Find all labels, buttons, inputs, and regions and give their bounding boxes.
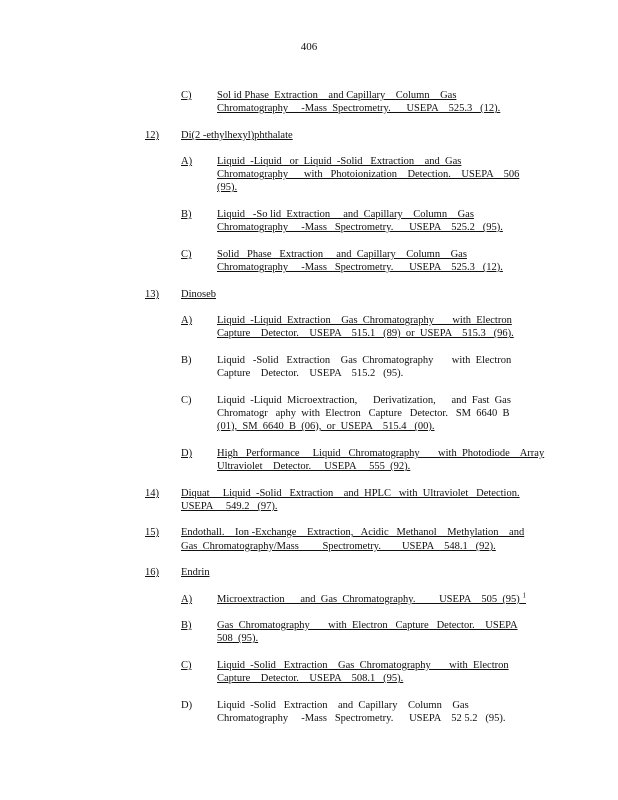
item-text-line: (01), SM 6640 B (06), or USEPA 515.4 (00). — [217, 421, 435, 432]
section-text-line: Gas Chromatography/Mass Spectrometry. USEPA 548.1 (92). — [181, 541, 496, 552]
item-label: C) — [181, 395, 192, 406]
section-number: 13) — [145, 289, 159, 300]
item-text-line — [217, 593, 526, 607]
item-label: C) — [181, 249, 192, 260]
item-text-line: Capture Detector. USEPA 515.1 (89) or USEPA 515.3 (96). — [217, 328, 514, 339]
item-label: C) — [181, 90, 192, 101]
item-label: D) — [181, 448, 193, 459]
item-text-line: Liquid -Liquid Extraction Gas Chromatography with Electron — [217, 315, 512, 326]
item-label: A) — [181, 594, 193, 605]
section-title: Dinoseb — [181, 289, 216, 300]
item-text-line: Liquid -Solid Extraction and Capillary Column Gas — [217, 700, 469, 711]
section-title: Endrin — [181, 567, 210, 578]
item-text-line: Chromatography -Mass Spectrometry. USEPA 52 5.2 (95). — [217, 713, 506, 724]
item-text-line: Liquid -Solid Extraction Gas Chromatography with Electron — [217, 660, 509, 671]
item-text-line: Ultraviolet Detector. USEPA 555 (92). — [217, 461, 411, 472]
item-text-line: High Performance Liquid Chromatography with Photodiode Array — [217, 448, 545, 459]
item-text-line: Solid Phase Extraction and Capillary Column Gas — [217, 249, 467, 260]
section-text-line: Endothall. Ion -Exchange Extraction, Acidic Methanol Methylation and — [181, 527, 525, 538]
item-text-line: Liquid -Solid Extraction Gas Chromatography with Electron — [217, 355, 512, 366]
section-title: Di(2 -ethylhexyl)phthalate — [181, 130, 293, 141]
item-text-line: (95). — [217, 182, 238, 193]
item-text-line: Chromatogr aphy with Electron Capture Detector. SM 6640 B — [217, 408, 510, 419]
section-text-line: Diquat Liquid -Solid Extraction and HPLC with Ultraviolet Detection. — [181, 488, 520, 499]
item-text-line: Sol id Phase Extraction and Capillary Column Gas — [217, 90, 457, 101]
item-text-line: Chromatography -Mass Spectrometry. USEPA 525.3 (12). — [217, 262, 503, 273]
item-text-line: Liquid -Liquid or Liquid -Solid Extraction and Gas — [217, 156, 462, 167]
item-text-line: Liquid -So lid Extraction and Capillary Column Gas — [217, 209, 474, 220]
section-number: 15) — [145, 527, 159, 538]
page-number: 406 — [300, 41, 318, 53]
item-label: A) — [181, 315, 193, 326]
section-text-line: USEPA 549.2 (97). — [181, 501, 278, 512]
item-label: C) — [181, 660, 192, 671]
item-text-line: Liquid -Liquid Microextraction, Derivatization, and Fast Gas — [217, 395, 511, 406]
item-label: B) — [181, 355, 192, 366]
item-text-line: 508 (95). — [217, 633, 259, 644]
section-number: 12) — [145, 130, 159, 141]
item-label: B) — [181, 209, 192, 220]
item-text-line: Chromatography -Mass Spectrometry. USEPA 525.2 (95). — [217, 222, 503, 233]
item-label: D) — [181, 700, 193, 711]
item-text: Microextraction and Gas Chromatography. USEPA 505 (95) — [217, 594, 520, 605]
item-text-line: Chromatography with Photoionization Detection. USEPA 506 — [217, 169, 520, 180]
item-text-line: Capture Detector. USEPA 515.2 (95). — [217, 368, 404, 379]
item-text-line: Capture Detector. USEPA 508.1 (95). — [217, 673, 404, 684]
item-text-line: Gas Chromatography with Electron Capture Detector. USEPA — [217, 620, 518, 631]
section-number: 16) — [145, 567, 159, 578]
item-label: B) — [181, 620, 192, 631]
item-text-line: Chromatography -Mass Spectrometry. USEPA 525.3 (12). — [217, 103, 501, 114]
section-number: 14) — [145, 488, 159, 499]
footnote-marker: 1 — [522, 591, 526, 600]
item-label: A) — [181, 156, 193, 167]
